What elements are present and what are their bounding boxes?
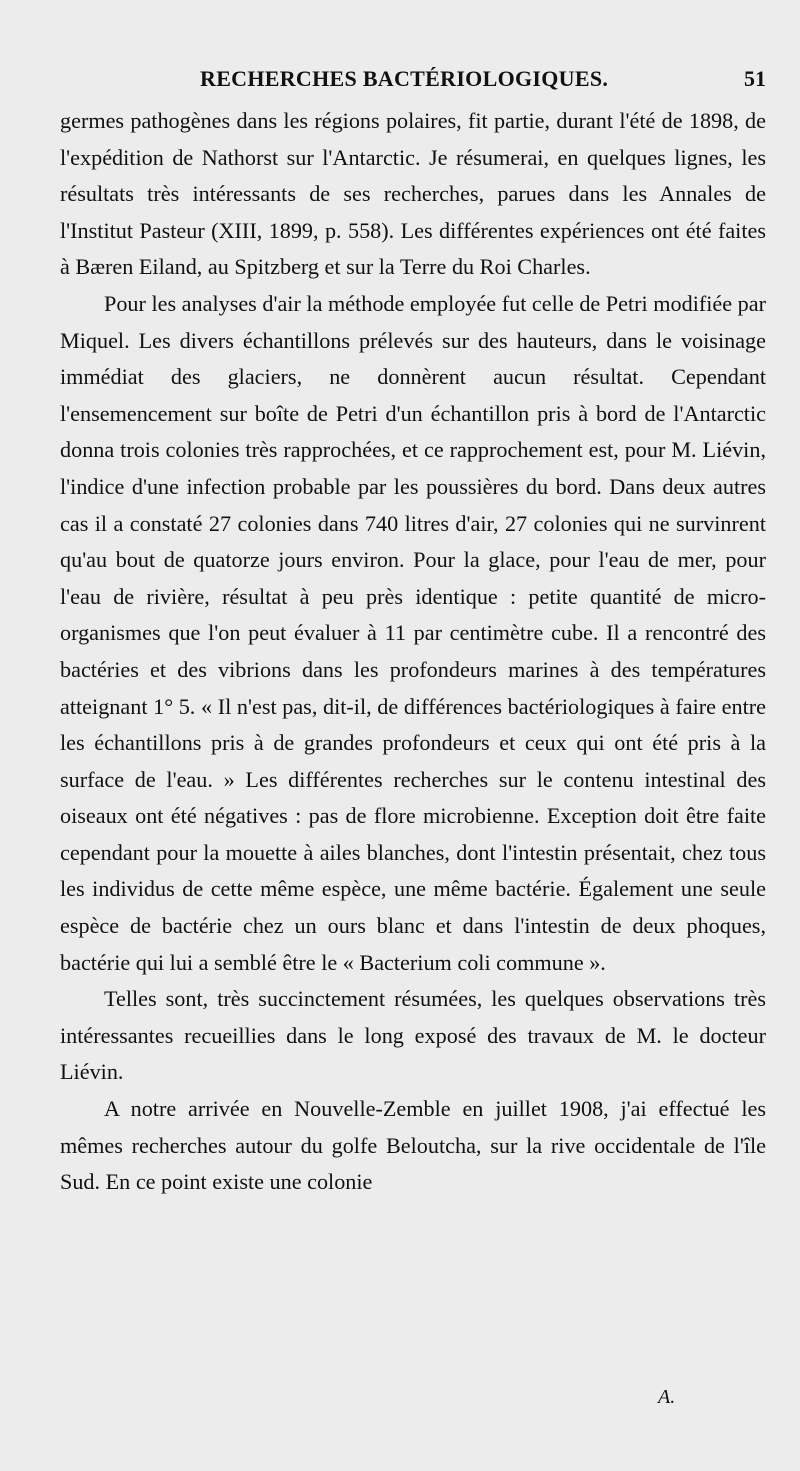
running-head: RECHERCHES BACTÉRIOLOGIQUES. xyxy=(200,66,609,91)
paragraph-4: A notre arrivée en Nouvelle-Zemble en juillet 1908, j'ai effectué les mêmes recherches autour du golfe Beloutcha, sur la rive occidentale de l'île Sud. En ce point existe une colonie xyxy=(60,1096,766,1195)
paragraph-2: Pour les analyses d'air la méthode employée fut celle de Petri modifiée par Miquel. Les divers échantillons prélevés sur des hauteurs, dans le voisinage immédiat des glaciers, ne donnèrent aucun résultat. Cependant l'ensemencement sur boîte de Petri d'un échantillon pris à bord de l'Antarctic donna trois colonies très rapprochées, et ce rapprochement est, pour M. Liévin, l'indice d'une infection probable par les poussières du bord. Dans deux autres cas il a constaté 27 colonies dans 740 litres d'air, 27 colonies qui ne survinrent qu'au bout de quatorze jours environ. Pour la glace, pour l'eau de mer, pour l'eau de rivière, résultat à peu près identique : petite quantité de micro-organismes que l'on peut évaluer à 11 par centimètre cube. Il a rencontré des bactéries et des vibrions dans les profondeurs marines à des températures atteignant 1° 5. « Il n'est pas, dit-il, de différences bactériologiques à faire entre les échantillons pris à de grandes profondeurs et ceux qui ont été pris à la surface de l'eau. » Les différentes recherches sur le contenu intestinal des oiseaux ont été négatives : pas de flore microbienne. Exception doit être faite cependant pour la mouette à ailes blanches, dont l'intestin présentait, chez tous les individus de cette même espèce, une même bactérie. Également une seule espèce de bactérie chez un ours blanc et dans l'intestin de deux phoques, bactérie qui lui a semblé être le « Bacterium coli commune ». xyxy=(60,290,766,975)
body-text xyxy=(60,103,766,1201)
signature-mark: A. xyxy=(658,1386,676,1408)
paragraph-1: germes pathogènes dans les régions polaires, fit partie, durant l'été de 1898, de l'expédition de Nathorst sur l'Antarctic. Je résumerai, en quelques lignes, les résultats très intéressants de ses recherches, parues dans les Annales de l'Institut Pasteur (XIII, 1899, p. 558). Les différentes expériences ont été faites à Bæren Eiland, au Spitzberg et sur la Terre du Roi Charles. xyxy=(60,108,766,280)
paragraph-3: Telles sont, très succinctement résumées, les quelques observations très intéressantes recueillies dans le long exposé des travaux de M. le docteur Liévin. xyxy=(60,986,766,1085)
page-header xyxy=(60,62,766,102)
page-number: 51 xyxy=(744,66,766,91)
